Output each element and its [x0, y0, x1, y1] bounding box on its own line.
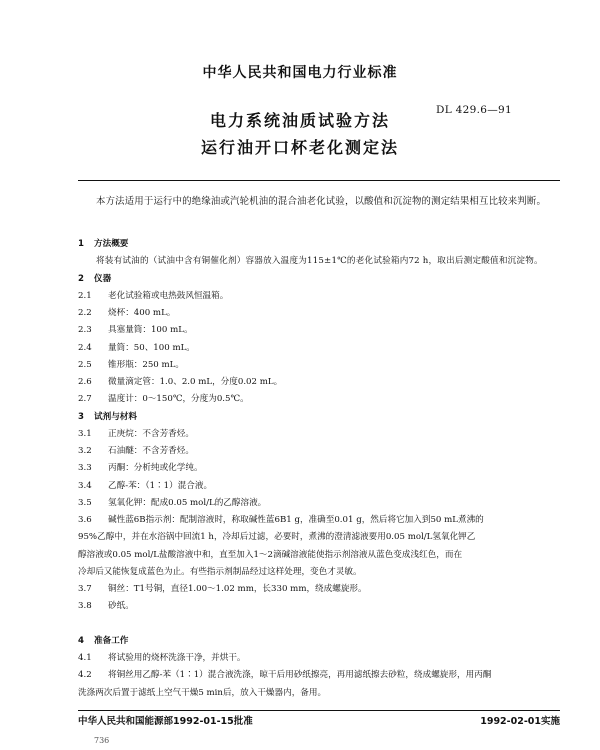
item-number: 3.3 [78, 463, 92, 474]
item-number: 2.1 [78, 290, 92, 301]
list-item [78, 443, 560, 460]
item-number: 2.4 [78, 342, 92, 353]
section-number: 1 [78, 239, 84, 249]
list-item [78, 667, 560, 684]
item-number: 3.1 [78, 428, 92, 439]
list-item [78, 374, 560, 391]
list-item [78, 598, 560, 615]
list-item [78, 650, 560, 667]
item-number: 3.2 [78, 446, 92, 457]
item-text: 老化试验箱或电热鼓风恒温箱。 [108, 290, 229, 301]
item-text: 乙醇-苯：（1∶1）混合液。 [108, 480, 213, 491]
section-number: 3 [78, 411, 84, 422]
section-1-text: 将装有试油的（试油中含有铜催化剂）容器放入温度为115±1℃的老化试验箱内72 h，取出后测定酸值和沉淀物。 [96, 256, 543, 267]
list-item [78, 478, 560, 495]
item-text: 将试验用的烧杯洗涤干净，并烘干。 [108, 653, 246, 664]
list-item [78, 340, 560, 357]
section-3-heading [78, 409, 137, 426]
item-continuation: 洗涤两次后置于滤纸上空气干燥5 min后，放入干燥器内，备用。 [78, 687, 327, 698]
item-number: 2.3 [78, 325, 92, 336]
item-text: 温度计：0～150℃，分度为0.5℃。 [108, 394, 249, 405]
top-divider [78, 180, 560, 181]
item-text: 氢氧化钾：配成0.05 mol/L的乙醇溶液。 [108, 497, 267, 508]
section-number: 2 [78, 273, 84, 284]
item-number: 3.5 [78, 497, 92, 508]
item-number: 4.2 [78, 670, 92, 681]
section-1-heading [78, 236, 128, 253]
bottom-divider [78, 710, 560, 711]
list-item [78, 288, 560, 305]
title-line-2: 运行油开口杯老化测定法 [200, 138, 399, 157]
intro-paragraph: 本方法适用于运行中的绝缘油或汽轮机油的混合油老化试验，以酸值和沉淀物的测定结果相互比较来判断。 [96, 196, 547, 207]
item-number: 2.7 [78, 394, 92, 405]
section-title: 方法概要 [94, 239, 129, 249]
item-text: 丙酮：分析纯或化学纯。 [108, 463, 203, 474]
section-title: 仪器 [94, 273, 112, 284]
item-text: 锥形瓶：250 mL。 [108, 359, 184, 370]
section-4-heading [78, 633, 128, 650]
list-item [78, 391, 560, 408]
item-number: 3.7 [78, 584, 92, 595]
item-text: 正庚烷：不含芳香烃。 [108, 428, 194, 439]
item-text: 石油醚：不含芳香烃。 [108, 446, 194, 457]
item-text: 量筒：50、100 mL。 [108, 342, 195, 353]
section-number: 4 [78, 635, 84, 646]
page-number: 736 [94, 736, 110, 745]
section-title: 准备工作 [94, 635, 129, 646]
list-item [78, 460, 560, 477]
list-item [78, 512, 560, 529]
title-line-1: 电力系统油质试验方法 [209, 111, 390, 130]
item-text: 将铜丝用乙醇-苯（1∶1）混合液洗涤，晾干后用砂纸擦亮，再用滤纸擦去砂粒，绕成螺旋形，用丙酮 [108, 670, 492, 681]
item-continuation: 冷却后又能恢复成蓝色为止。有些指示剂制品经过这样处理，变色才灵敏。 [78, 566, 362, 577]
section-title: 试剂与材料 [94, 411, 137, 422]
item-number: 4.1 [78, 653, 92, 664]
list-item [78, 322, 560, 339]
standard-header: 中华人民共和国电力行业标准 [202, 65, 398, 81]
list-item [78, 426, 560, 443]
section-2-heading [78, 271, 111, 288]
list-item [78, 581, 560, 598]
item-number: 3.6 [78, 515, 92, 526]
item-text: 碱性蓝6B指示剂：配制溶液时，称取碱性蓝6B1 g，准确至0.01 g，然后将它加入到50 mL煮沸的 [108, 515, 484, 526]
item-number: 3.4 [78, 480, 92, 491]
list-item [78, 357, 560, 374]
item-number: 2.2 [78, 308, 92, 319]
approval-note: 中华人民共和国能源部1992-01-15批准 [78, 716, 253, 727]
item-continuation: 醇溶液或0.05 mol/L盐酸溶液中和，直至加入1～2滴碱溶液能使指示剂溶液从蓝色变成浅红色，而在 [78, 549, 463, 560]
list-item [78, 305, 560, 322]
document-number: DL 429.6—91 [436, 104, 512, 116]
implementation-date: 1992-02-01实施 [480, 716, 560, 727]
item-text: 微量滴定管：1.0、2.0 mL，分度0.02 mL。 [108, 377, 283, 388]
item-continuation: 95%乙醇中，并在水浴锅中回流1 h，冷却后过滤，必要时，煮沸的澄清滤液要用0.05 mol/L氢氧化钾乙 [78, 532, 476, 543]
item-text: 铜丝：T1号铜，直径1.00～1.02 mm，长330 mm，绕成螺旋形。 [108, 584, 367, 595]
item-number: 2.6 [78, 377, 92, 388]
item-text: 具塞量筒：100 mL。 [108, 325, 193, 336]
list-item [78, 495, 560, 512]
item-text: 烧杯：400 mL。 [108, 308, 176, 319]
item-number: 3.8 [78, 601, 92, 612]
item-number: 2.5 [78, 359, 92, 370]
item-text: 砂纸。 [108, 601, 134, 612]
